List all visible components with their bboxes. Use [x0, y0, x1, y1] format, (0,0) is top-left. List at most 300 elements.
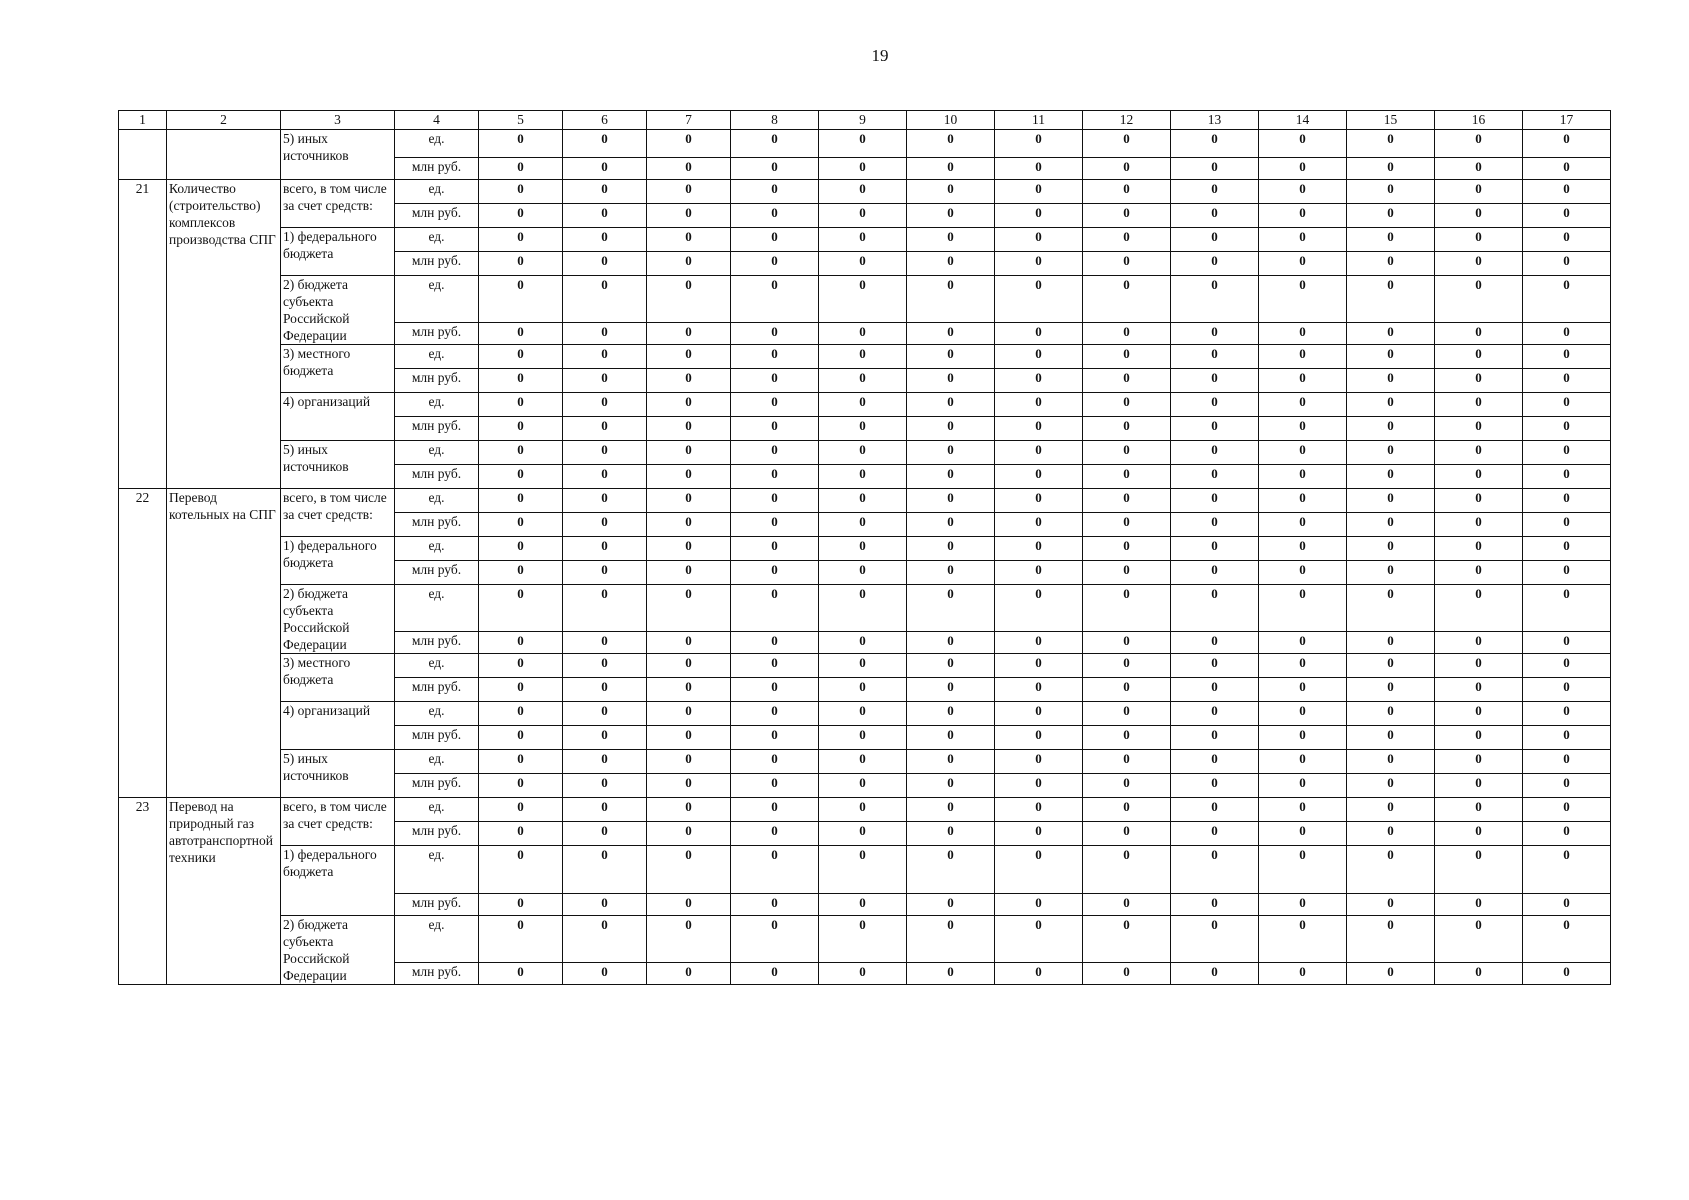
unit-cell: млн руб. [395, 204, 479, 228]
value-cell: 0 [563, 322, 647, 344]
value-cell: 0 [1171, 631, 1259, 653]
value-cell: 0 [731, 678, 819, 702]
table-row [119, 180, 1611, 204]
value-cell: 0 [1435, 465, 1523, 489]
funding-source-cell: 1) федерального бюджета [281, 537, 395, 585]
value-cell: 0 [1259, 130, 1347, 158]
value-cell: 0 [1523, 561, 1611, 585]
value-cell: 0 [1523, 345, 1611, 369]
value-cell: 0 [731, 916, 819, 963]
value-cell: 0 [1435, 204, 1523, 228]
value-cell: 0 [995, 345, 1083, 369]
indicator-cell: Перевод на природный газ автотранспортной техники [167, 798, 281, 985]
value-cell: 0 [731, 465, 819, 489]
value-cell: 0 [563, 441, 647, 465]
value-cell: 0 [731, 798, 819, 822]
value-cell: 0 [731, 158, 819, 180]
value-cell: 0 [1347, 585, 1435, 632]
column-header: 6 [563, 111, 647, 130]
value-cell: 0 [563, 678, 647, 702]
value-cell: 0 [1523, 774, 1611, 798]
value-cell: 0 [907, 537, 995, 561]
funding-source-cell: всего, в том числе за счет средств: [281, 180, 395, 228]
column-header: 15 [1347, 111, 1435, 130]
value-cell: 0 [1347, 465, 1435, 489]
value-cell: 0 [819, 750, 907, 774]
value-cell: 0 [1171, 130, 1259, 158]
value-cell: 0 [563, 654, 647, 678]
value-cell: 0 [907, 894, 995, 916]
value-cell: 0 [647, 774, 731, 798]
unit-cell: ед. [395, 585, 479, 632]
funding-source-cell: 5) иных источников [281, 441, 395, 489]
value-cell: 0 [819, 585, 907, 632]
unit-cell: млн руб. [395, 252, 479, 276]
column-header: 11 [995, 111, 1083, 130]
value-cell: 0 [1435, 798, 1523, 822]
value-cell: 0 [819, 158, 907, 180]
value-cell: 0 [1083, 158, 1171, 180]
funding-source-cell: 2) бюджета субъекта Российской Федерации [281, 276, 395, 345]
value-cell: 0 [731, 252, 819, 276]
unit-cell: ед. [395, 180, 479, 204]
value-cell: 0 [563, 750, 647, 774]
value-cell: 0 [1347, 916, 1435, 963]
funding-source-cell: 3) местного бюджета [281, 345, 395, 393]
value-cell: 0 [479, 322, 563, 344]
value-cell: 0 [479, 180, 563, 204]
value-cell: 0 [731, 513, 819, 537]
value-cell: 0 [1347, 654, 1435, 678]
value-cell: 0 [1083, 180, 1171, 204]
indicator-cell [167, 130, 281, 180]
value-cell: 0 [479, 846, 563, 894]
value-cell: 0 [647, 441, 731, 465]
value-cell: 0 [731, 631, 819, 653]
column-header: 9 [819, 111, 907, 130]
value-cell: 0 [1523, 228, 1611, 252]
table-row [119, 537, 1611, 561]
value-cell: 0 [563, 393, 647, 417]
value-cell: 0 [1347, 513, 1435, 537]
value-cell: 0 [479, 158, 563, 180]
value-cell: 0 [1523, 726, 1611, 750]
value-cell: 0 [479, 962, 563, 984]
value-cell: 0 [1435, 561, 1523, 585]
value-cell: 0 [1171, 798, 1259, 822]
table-row [119, 393, 1611, 417]
value-cell: 0 [1435, 322, 1523, 344]
value-cell: 0 [731, 276, 819, 323]
page-number: 19 [871, 46, 889, 65]
value-cell: 0 [995, 846, 1083, 894]
value-cell: 0 [1083, 417, 1171, 441]
value-cell: 0 [1083, 228, 1171, 252]
value-cell: 0 [479, 916, 563, 963]
value-cell: 0 [1171, 252, 1259, 276]
value-cell: 0 [1347, 204, 1435, 228]
value-cell: 0 [1435, 369, 1523, 393]
column-header: 3 [281, 111, 395, 130]
value-cell: 0 [647, 702, 731, 726]
value-cell: 0 [479, 441, 563, 465]
column-header: 12 [1083, 111, 1171, 130]
value-cell: 0 [1259, 585, 1347, 632]
value-cell: 0 [995, 228, 1083, 252]
value-cell: 0 [479, 631, 563, 653]
value-cell: 0 [995, 654, 1083, 678]
value-cell: 0 [563, 513, 647, 537]
value-cell: 0 [563, 894, 647, 916]
value-cell: 0 [1523, 750, 1611, 774]
value-cell: 0 [1347, 228, 1435, 252]
table-header [119, 111, 1611, 130]
value-cell: 0 [1347, 846, 1435, 894]
value-cell: 0 [731, 393, 819, 417]
value-cell: 0 [1259, 513, 1347, 537]
unit-cell: млн руб. [395, 822, 479, 846]
value-cell: 0 [479, 345, 563, 369]
value-cell: 0 [907, 393, 995, 417]
unit-cell: ед. [395, 489, 479, 513]
value-cell: 0 [1259, 916, 1347, 963]
value-cell: 0 [1523, 393, 1611, 417]
value-cell: 0 [1523, 465, 1611, 489]
value-cell: 0 [1435, 750, 1523, 774]
value-cell: 0 [1435, 513, 1523, 537]
value-cell: 0 [731, 322, 819, 344]
value-cell: 0 [1435, 417, 1523, 441]
unit-cell: ед. [395, 916, 479, 963]
value-cell: 0 [907, 252, 995, 276]
value-cell: 0 [647, 322, 731, 344]
value-cell: 0 [647, 180, 731, 204]
value-cell: 0 [563, 417, 647, 441]
value-cell: 0 [647, 537, 731, 561]
value-cell: 0 [731, 489, 819, 513]
funding-source-cell: всего, в том числе за счет средств: [281, 798, 395, 846]
value-cell: 0 [647, 252, 731, 276]
value-cell: 0 [731, 962, 819, 984]
value-cell: 0 [1259, 631, 1347, 653]
value-cell: 0 [479, 894, 563, 916]
value-cell: 0 [1171, 417, 1259, 441]
table-row [119, 441, 1611, 465]
value-cell: 0 [647, 798, 731, 822]
value-cell: 0 [479, 750, 563, 774]
value-cell: 0 [647, 369, 731, 393]
value-cell: 0 [819, 561, 907, 585]
value-cell: 0 [1259, 276, 1347, 323]
value-cell: 0 [907, 228, 995, 252]
table-row [119, 585, 1611, 632]
value-cell: 0 [1435, 252, 1523, 276]
value-cell: 0 [563, 537, 647, 561]
value-cell: 0 [1259, 393, 1347, 417]
value-cell: 0 [1259, 822, 1347, 846]
value-cell: 0 [647, 130, 731, 158]
value-cell: 0 [1347, 798, 1435, 822]
table-row [119, 702, 1611, 726]
value-cell: 0 [1435, 393, 1523, 417]
value-cell: 0 [1347, 276, 1435, 323]
value-cell: 0 [907, 750, 995, 774]
value-cell: 0 [563, 561, 647, 585]
value-cell: 0 [731, 180, 819, 204]
table-row [119, 130, 1611, 158]
value-cell: 0 [1259, 750, 1347, 774]
value-cell: 0 [819, 180, 907, 204]
value-cell: 0 [647, 228, 731, 252]
value-cell: 0 [1259, 441, 1347, 465]
value-cell: 0 [1259, 489, 1347, 513]
value-cell: 0 [1523, 585, 1611, 632]
column-header: 10 [907, 111, 995, 130]
value-cell: 0 [819, 894, 907, 916]
value-cell: 0 [479, 774, 563, 798]
value-cell: 0 [1347, 180, 1435, 204]
value-cell: 0 [563, 631, 647, 653]
value-cell: 0 [907, 465, 995, 489]
value-cell: 0 [1435, 774, 1523, 798]
value-cell: 0 [907, 678, 995, 702]
value-cell: 0 [563, 369, 647, 393]
value-cell: 0 [1347, 417, 1435, 441]
value-cell: 0 [479, 798, 563, 822]
value-cell: 0 [1083, 702, 1171, 726]
value-cell: 0 [907, 158, 995, 180]
table-row [119, 345, 1611, 369]
value-cell: 0 [907, 726, 995, 750]
value-cell: 0 [907, 654, 995, 678]
value-cell: 0 [731, 537, 819, 561]
value-cell: 0 [479, 678, 563, 702]
value-cell: 0 [1347, 345, 1435, 369]
value-cell: 0 [1171, 561, 1259, 585]
value-cell: 0 [731, 204, 819, 228]
value-cell: 0 [1259, 798, 1347, 822]
value-cell: 0 [1083, 798, 1171, 822]
value-cell: 0 [479, 513, 563, 537]
value-cell: 0 [647, 345, 731, 369]
value-cell: 0 [995, 441, 1083, 465]
value-cell: 0 [995, 702, 1083, 726]
value-cell: 0 [647, 393, 731, 417]
value-cell: 0 [1435, 441, 1523, 465]
value-cell: 0 [1083, 130, 1171, 158]
column-header: 8 [731, 111, 819, 130]
funding-source-cell: 1) федерального бюджета [281, 228, 395, 276]
value-cell: 0 [731, 846, 819, 894]
unit-cell: ед. [395, 228, 479, 252]
unit-cell: млн руб. [395, 631, 479, 653]
unit-cell: млн руб. [395, 962, 479, 984]
value-cell: 0 [1347, 537, 1435, 561]
value-cell: 0 [1259, 678, 1347, 702]
value-cell: 0 [907, 585, 995, 632]
value-cell: 0 [563, 345, 647, 369]
value-cell: 0 [1435, 130, 1523, 158]
value-cell: 0 [1083, 822, 1171, 846]
value-cell: 0 [731, 441, 819, 465]
value-cell: 0 [1171, 322, 1259, 344]
value-cell: 0 [1083, 561, 1171, 585]
value-cell: 0 [1523, 204, 1611, 228]
value-cell: 0 [1347, 130, 1435, 158]
table-row [119, 654, 1611, 678]
value-cell: 0 [907, 180, 995, 204]
value-cell: 0 [1347, 158, 1435, 180]
value-cell: 0 [907, 276, 995, 323]
value-cell: 0 [647, 750, 731, 774]
value-cell: 0 [1347, 322, 1435, 344]
value-cell: 0 [819, 465, 907, 489]
value-cell: 0 [995, 774, 1083, 798]
value-cell: 0 [1171, 369, 1259, 393]
value-cell: 0 [479, 654, 563, 678]
value-cell: 0 [563, 252, 647, 276]
value-cell: 0 [995, 631, 1083, 653]
value-cell: 0 [907, 822, 995, 846]
funding-source-cell: 2) бюджета субъекта Российской Федерации [281, 585, 395, 654]
unit-cell: млн руб. [395, 369, 479, 393]
value-cell: 0 [1347, 631, 1435, 653]
value-cell: 0 [819, 513, 907, 537]
value-cell: 0 [1435, 489, 1523, 513]
value-cell: 0 [995, 276, 1083, 323]
table-row [119, 798, 1611, 822]
indicators-table [118, 110, 1611, 985]
value-cell: 0 [479, 228, 563, 252]
unit-cell: ед. [395, 276, 479, 323]
value-cell: 0 [1435, 345, 1523, 369]
value-cell: 0 [1435, 537, 1523, 561]
unit-cell: ед. [395, 393, 479, 417]
value-cell: 0 [1347, 962, 1435, 984]
value-cell: 0 [1171, 513, 1259, 537]
value-cell: 0 [479, 130, 563, 158]
value-cell: 0 [1083, 750, 1171, 774]
value-cell: 0 [1083, 774, 1171, 798]
value-cell: 0 [731, 822, 819, 846]
unit-cell: млн руб. [395, 417, 479, 441]
value-cell: 0 [647, 631, 731, 653]
value-cell: 0 [1083, 726, 1171, 750]
value-cell: 0 [647, 822, 731, 846]
value-cell: 0 [819, 798, 907, 822]
value-cell: 0 [1347, 894, 1435, 916]
value-cell: 0 [1259, 537, 1347, 561]
value-cell: 0 [563, 702, 647, 726]
value-cell: 0 [1523, 252, 1611, 276]
value-cell: 0 [1435, 726, 1523, 750]
value-cell: 0 [1259, 180, 1347, 204]
unit-cell: ед. [395, 537, 479, 561]
value-cell: 0 [1171, 962, 1259, 984]
value-cell: 0 [479, 822, 563, 846]
value-cell: 0 [1523, 322, 1611, 344]
value-cell: 0 [479, 489, 563, 513]
value-cell: 0 [647, 561, 731, 585]
value-cell: 0 [907, 369, 995, 393]
unit-cell: млн руб. [395, 513, 479, 537]
row-number-cell: 23 [119, 798, 167, 985]
value-cell: 0 [647, 726, 731, 750]
value-cell: 0 [647, 846, 731, 894]
unit-cell: млн руб. [395, 726, 479, 750]
value-cell: 0 [995, 489, 1083, 513]
value-cell: 0 [1435, 585, 1523, 632]
value-cell: 0 [1083, 962, 1171, 984]
value-cell: 0 [819, 252, 907, 276]
value-cell: 0 [1435, 822, 1523, 846]
value-cell: 0 [819, 822, 907, 846]
value-cell: 0 [819, 276, 907, 323]
value-cell: 0 [1259, 654, 1347, 678]
value-cell: 0 [995, 894, 1083, 916]
value-cell: 0 [1435, 654, 1523, 678]
value-cell: 0 [819, 489, 907, 513]
value-cell: 0 [1435, 228, 1523, 252]
value-cell: 0 [1083, 513, 1171, 537]
value-cell: 0 [1171, 345, 1259, 369]
table-row [119, 750, 1611, 774]
unit-cell: млн руб. [395, 894, 479, 916]
value-cell: 0 [1523, 441, 1611, 465]
unit-cell: млн руб. [395, 465, 479, 489]
value-cell: 0 [907, 962, 995, 984]
value-cell: 0 [647, 585, 731, 632]
value-cell: 0 [647, 465, 731, 489]
value-cell: 0 [563, 962, 647, 984]
value-cell: 0 [563, 489, 647, 513]
value-cell: 0 [1435, 846, 1523, 894]
value-cell: 0 [1083, 916, 1171, 963]
value-cell: 0 [647, 417, 731, 441]
value-cell: 0 [907, 130, 995, 158]
value-cell: 0 [731, 726, 819, 750]
value-cell: 0 [907, 489, 995, 513]
value-cell: 0 [1347, 369, 1435, 393]
value-cell: 0 [731, 750, 819, 774]
value-cell: 0 [1171, 678, 1259, 702]
value-cell: 0 [819, 726, 907, 750]
table-body [119, 130, 1611, 985]
value-cell: 0 [1083, 465, 1171, 489]
value-cell: 0 [1523, 916, 1611, 963]
value-cell: 0 [731, 228, 819, 252]
value-cell: 0 [731, 894, 819, 916]
value-cell: 0 [1259, 252, 1347, 276]
value-cell: 0 [995, 180, 1083, 204]
value-cell: 0 [995, 585, 1083, 632]
value-cell: 0 [563, 158, 647, 180]
value-cell: 0 [1523, 822, 1611, 846]
value-cell: 0 [1523, 894, 1611, 916]
value-cell: 0 [819, 417, 907, 441]
value-cell: 0 [995, 678, 1083, 702]
value-cell: 0 [995, 130, 1083, 158]
value-cell: 0 [1523, 537, 1611, 561]
value-cell: 0 [1259, 228, 1347, 252]
value-cell: 0 [1259, 417, 1347, 441]
value-cell: 0 [479, 537, 563, 561]
column-header: 13 [1171, 111, 1259, 130]
value-cell: 0 [1083, 252, 1171, 276]
unit-cell: млн руб. [395, 678, 479, 702]
unit-cell: ед. [395, 798, 479, 822]
funding-source-cell: 4) организаций [281, 393, 395, 441]
